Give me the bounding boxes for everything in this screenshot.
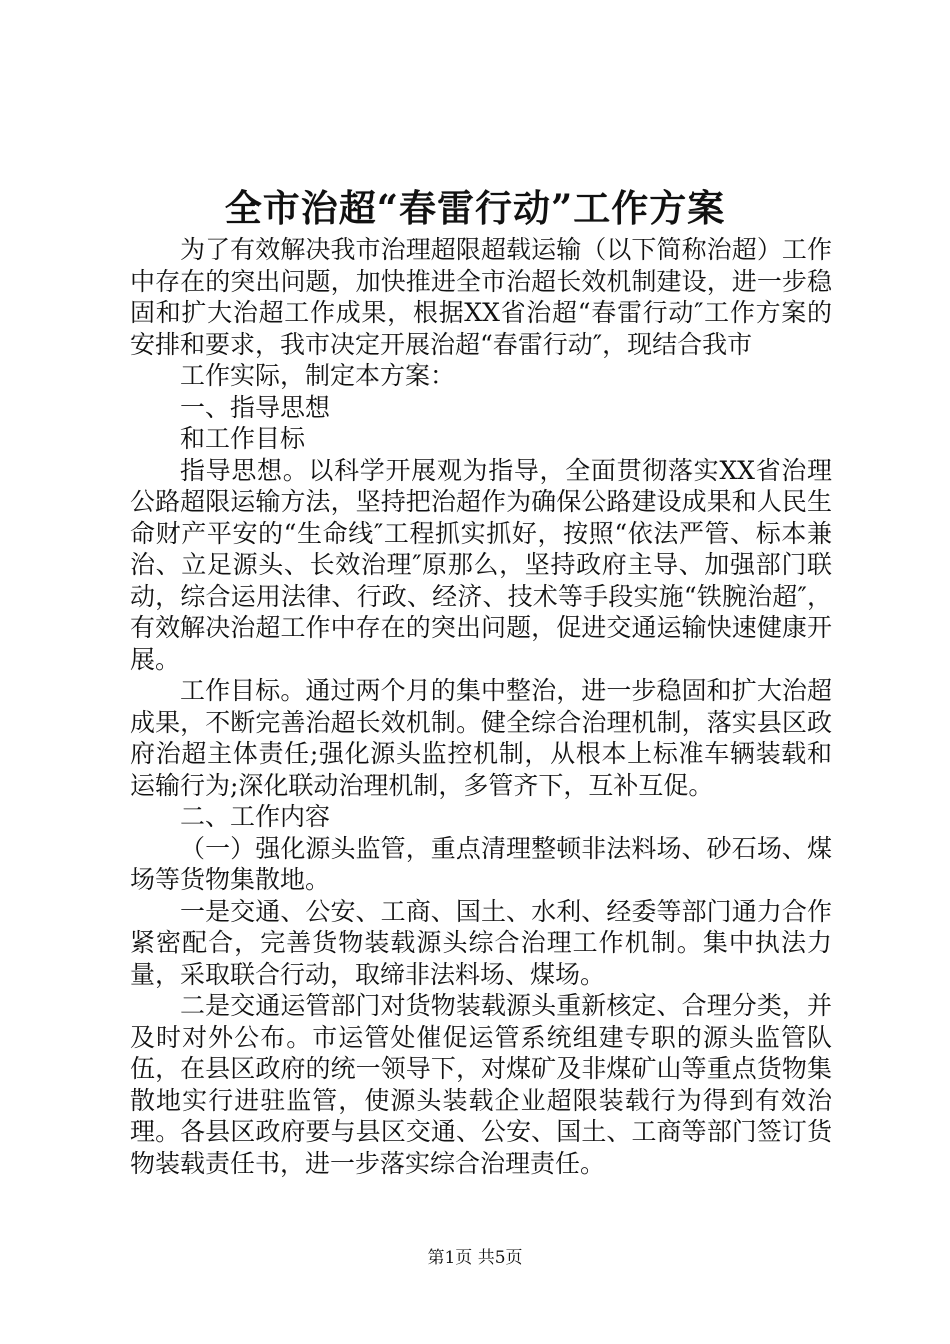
paragraph-guiding-thought: 指导思想。以科学开展观为指导，全面贯彻落实XX省治理公路超限运输方法，坚持把治超作为确保公路建设成果和人民生命财产平安的“生命线″工程抓实抓好，按照“依法严管、标本兼治、立足源头、长效治理″原那么，坚持政府主导、加强部门联动，综合运用法律、行政、经济、技术等手段实施“铁腕治超″，有效解决治超工作中存在的突出问题，促进交通运输快速健康开展。	[130, 455, 832, 674]
section-heading-1: 一、指导思想	[180, 392, 331, 422]
page-footer: 第1页 共5页	[427, 1248, 523, 1268]
section-heading-2: 二、工作内容	[180, 802, 331, 831]
paragraph-work-goal: 工作目标。通过两个月的集中整治，进一步稳固和扩大治超成果，不断完善治超长效机制。健全综合治理机制，落实县区政府治超主体责任;强化源头监控机制，从根本上标准车辆装载和运输行为;深化联动治理机制，多管齐下，互补互促。	[130, 676, 832, 800]
document-body	[130, 234, 832, 1179]
subsection-heading-1: （一）强化源头监管，重点清理整顿非法料场、砂石场、煤场等货物集散地。	[130, 833, 832, 894]
document-title: 全市治超“春雷行动”工作方案	[224, 186, 726, 230]
paragraph-item-2: 二是交通运管部门对货物装载源头重新核定、合理分类，并及时对外公布。市运管处催促运管系统组建专职的源头监管队伍，在县区政府的统一领导下，对煤矿及非煤矿山等重点货物集散地实行进驻监管，使源头装载企业超限装载行为得到有效治理。各县区政府要与县区交通、公安、国土、工商等部门签订货物装载责任书，进一步落实综合治理责任。	[130, 991, 832, 1178]
section-heading-1-cont: 和工作目标	[180, 424, 306, 453]
paragraph-intro-cont: 工作实际，制定本方案：	[180, 361, 456, 390]
paragraph-item-1: 一是交通、公安、工商、国土、水利、经委等部门通力合作紧密配合，完善货物装载源头综合治理工作机制。集中执法力量，采取联合行动，取缔非法料场、煤场。	[130, 896, 832, 989]
paragraph-intro: 为了有效解决我市治理超限超载运输（以下简称治超）工作中存在的突出问题，加快推进全市治超长效机制建设，进一步稳固和扩大治超工作成果，根据XX省治超“春雷行动″工作方案的安排和要求，我市决定开展治超“春雷行动″，现结合我市	[130, 235, 832, 359]
